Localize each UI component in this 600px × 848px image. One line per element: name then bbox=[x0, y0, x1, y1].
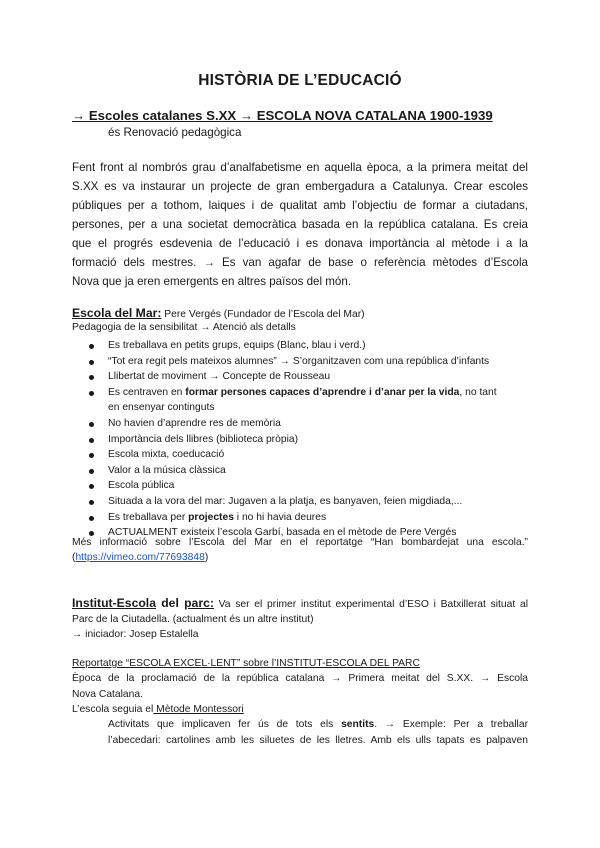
activities-paragraph bbox=[108, 719, 528, 730]
list-item-continuation bbox=[72, 400, 532, 416]
activities-line-1 bbox=[108, 719, 528, 730]
page-title: HISTÒRIA DE L’EDUCACIÓ bbox=[198, 72, 402, 89]
section-heading-escoles-catalanes: → Escoles catalanes S.XX → ESCOLA NOVA CATALANA 1900-1939 bbox=[72, 108, 493, 123]
institut-line-2: Parc de la Ciutadella. (actualment és un altre institut) bbox=[72, 614, 314, 625]
escola-mar-founder: Pere Vergés (Fundador de l’Escola del Mar) bbox=[161, 309, 365, 320]
activities-text: . → Exemple: Per a treballar bbox=[374, 719, 528, 730]
report-title: Reportatge “ESCOLA EXCEL·LENT” sobre l’INSTITUT-ESCOLA DEL PARC bbox=[72, 658, 420, 669]
paragraph-line: que el progrés esdevenia de l’educació i es donava importància al mètode i a la bbox=[72, 237, 528, 250]
intro-paragraph bbox=[72, 158, 528, 291]
bullet-bold-text: projectes bbox=[188, 511, 234, 523]
bullet-text: Es centraven en bbox=[108, 386, 186, 398]
institut-heading-line bbox=[72, 596, 528, 610]
paren: ) bbox=[204, 552, 209, 563]
list-item: Situada a la vora del mar: Jugaven a la platja, es banyaven, feien migdiada,... bbox=[72, 494, 532, 510]
institut-title: Institut-Escola bbox=[72, 596, 156, 610]
era-line-2: Nova Catalana. bbox=[72, 689, 143, 700]
list-item: Valor a la música clàssica bbox=[72, 463, 532, 479]
heading-subnote: és Renovació pedagògica bbox=[108, 126, 242, 139]
paragraph-line: Fent front al nombrós grau d’analfabetisme en aquella època, a la primera meitat del bbox=[72, 161, 528, 174]
list-item bbox=[72, 510, 532, 526]
paragraph-line: públiques per a tothom, laiques i de qualitat amb l’objectiu de formar a ciutadans, bbox=[72, 199, 528, 212]
bullet-text: en ensenyar continguts bbox=[108, 402, 215, 414]
list-item: Importància dels llibres (biblioteca pròpia) bbox=[72, 432, 532, 448]
method-line bbox=[72, 704, 244, 715]
video-link-line bbox=[72, 552, 208, 563]
paragraph-line: S.XX es va instaurar un projecte de gran embergadura a Catalunya. Crear escoles bbox=[72, 180, 528, 193]
method-text: L’escola seguia el bbox=[72, 704, 154, 715]
activities-bold: sentits bbox=[341, 719, 375, 730]
institut-line-1 bbox=[72, 596, 528, 610]
paragraph-line: persones, per a una societat democràtica basada en la república catalana. Es creia bbox=[72, 218, 528, 231]
paragraph-line: formació dels mestres. → Es van agafar de base o referència mètodes d’Escola bbox=[72, 256, 528, 269]
list-item: Es treballava en petits grups, equips (Blanc, blau i verd.) bbox=[72, 338, 532, 354]
bullet-text: i no hi havia deures bbox=[233, 511, 327, 523]
institut-title-parc: parc: bbox=[184, 596, 214, 610]
list-item: ACTUALMENT existeix l’escola Garbí, basada en el mètode de Pere Vergés bbox=[72, 525, 532, 541]
activities-text: Activitats que implicaven fer ús de tots els bbox=[108, 719, 342, 730]
institut-description: Va ser el primer institut experimental d’ESO i Batxillerat situat al bbox=[213, 599, 528, 610]
more-info-text: Més informació sobre l’Escola del Mar en el reportatge “Han bombardejat una escola.” bbox=[72, 537, 528, 548]
list-item: Escola pública bbox=[72, 478, 532, 494]
paragraph-line: Nova que ja eren emergents en altres països del món. bbox=[72, 275, 352, 288]
escola-mar-bullet-list bbox=[72, 338, 532, 541]
bullet-text: Es treballava per bbox=[108, 511, 189, 523]
escola-mar-subtitle: Pedagogia de la sensibilitat → Atenció als detalls bbox=[72, 322, 296, 333]
list-item bbox=[72, 385, 532, 401]
institut-title-del: del bbox=[155, 596, 185, 610]
montessori-link: Mètode Montessori bbox=[153, 704, 244, 715]
list-item: Escola mixta, coeducació bbox=[72, 447, 532, 463]
activities-paragraph-2 bbox=[108, 735, 528, 746]
escola-mar-more-info bbox=[72, 537, 528, 548]
list-item: No havien d’aprendre res de memòria bbox=[72, 416, 532, 432]
vimeo-link[interactable]: https://vimeo.com/77693848 bbox=[75, 552, 205, 563]
institut-initiator: → iniciador: Josep Estalella bbox=[72, 629, 199, 640]
era-line-1: Època de la proclamació de la república catalana → Primera meitat del S.XX. → Escola bbox=[72, 673, 528, 684]
bullet-text: , no tant bbox=[459, 386, 497, 398]
paren: ( bbox=[72, 552, 76, 563]
era-paragraph bbox=[72, 673, 528, 684]
escola-mar-title: Escola del Mar: bbox=[72, 306, 162, 320]
activities-line-2: l’abecedari: cartolines amb les siluetes de les lletres. Amb els ulls tapats es palpaven bbox=[108, 735, 528, 746]
escola-mar-heading bbox=[72, 304, 365, 322]
bullet-bold-text: formar persones capaces d’aprendre i d’anar per la vida bbox=[185, 386, 460, 398]
list-item: Llibertat de moviment → Concepte de Rousseau bbox=[72, 369, 532, 385]
list-item: “Tot era regit pels mateixos alumnes” → S’organitzaven com una república d’infants bbox=[72, 354, 532, 370]
